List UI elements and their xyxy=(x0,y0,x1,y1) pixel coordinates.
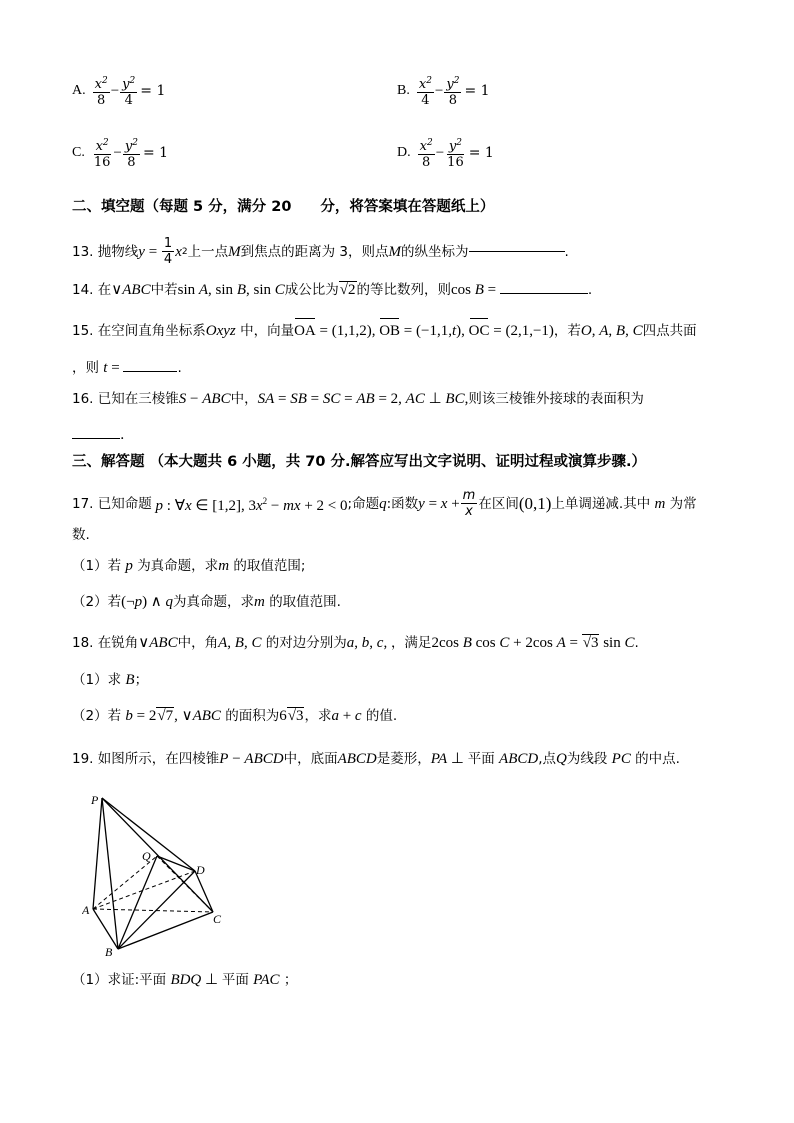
question-17-part-2: （2）若(¬p) ∧ q为真命题，求m 的取值范围. xyxy=(72,594,341,610)
question-number: 17. xyxy=(72,495,94,512)
part-text: （2）若 xyxy=(72,594,122,610)
numerator: y xyxy=(446,77,454,92)
question-number: 18. xyxy=(72,635,94,651)
question-number: 15. xyxy=(72,323,94,339)
question-text: 抛物线 xyxy=(97,243,139,260)
question-number: 16. xyxy=(72,391,94,407)
part-text: ，求 xyxy=(304,708,332,724)
question-text: ，满足 xyxy=(390,635,432,651)
question-text: 为常 xyxy=(669,495,697,512)
fraction: $\frac{y^2}{4}$ xyxy=(122,76,136,108)
fraction: $\frac{x^2}{8}$ xyxy=(94,76,108,108)
vertex-label-d: D xyxy=(196,863,205,877)
numerator: x xyxy=(95,139,103,154)
option-a: A. $\frac{x^2}{8}$ − $\frac{y^2}{4}$ = 1 xyxy=(72,76,166,108)
fraction: $\frac{y^2}{16}$ xyxy=(447,138,464,170)
question-15: 15. 在空间直角坐标系Oxyz 中，向量OA = (1,1,2), OB = (−1,1,t), OC = (2,1,−1)，若O, A, B, C四点共面 xyxy=(72,323,697,339)
vertex-label-b: B xyxy=(105,945,113,956)
answer-blank[interactable] xyxy=(72,438,120,439)
option-label: D. xyxy=(397,145,411,160)
denominator: 16 xyxy=(447,155,464,170)
question-text: 点 xyxy=(542,751,557,767)
fraction: $\frac{x^2}{8}$ xyxy=(419,138,433,170)
question-17: 17. 已知命题 p : ∀x ∈ [1,2], $3x^2$ − mx + 2 < 0 ;命题 q :函数 y = x + $\frac{m}{x}$ 在区间 (0,1) 上单调递减.其中 m 为常 xyxy=(72,488,697,519)
part-text: 平面 xyxy=(221,972,249,988)
option-b: B. $\frac{x^2}{4}$ − $\frac{y^2}{8}$ = 1 xyxy=(397,76,490,108)
question-16-blank-line: . xyxy=(72,425,124,445)
question-text: 四点共面 xyxy=(642,323,697,339)
question-18-part-2: （2）若 b = 2√7, ∨ABC 的面积为6√3，求a + c 的值. xyxy=(72,708,398,724)
question-text: 到焦点的距离为 3，则点 xyxy=(240,243,389,260)
question-text: . xyxy=(587,282,593,298)
answer-blank[interactable] xyxy=(123,371,177,372)
question-19: 19. 如图所示，在四棱锥P − ABCD中，底面ABCD是菱形，PA ⊥ 平面 ABCD,点Q为线段 PC 的中点. xyxy=(72,751,680,767)
numerator: y xyxy=(124,139,133,154)
equals-one: = 1 xyxy=(142,145,169,161)
part-text: （1）求证:平面 xyxy=(72,972,167,988)
denominator: 16 xyxy=(93,155,111,170)
equals-one: = 1 xyxy=(140,83,166,99)
question-text: ，则 xyxy=(72,360,99,376)
question-number: 13. xyxy=(72,243,94,260)
question-text: 上一点 xyxy=(187,243,229,260)
question-14: 14. 在∨ABC中若sin A, sin B, sin C成公比为√2的等比数列，则cos B = . xyxy=(72,282,593,298)
question-text: 则该三棱锥外接球的表面积为 xyxy=(468,391,644,407)
equals-one: = 1 xyxy=(468,145,494,161)
question-18: 18. 在锐角∨ABC中，角A, B, C 的对边分别为a, b, c, ，满足2cos B cos C + 2cos A = √3 sin C. xyxy=(72,635,639,651)
question-text: 在空间直角坐标系 xyxy=(97,323,206,339)
question-number: 19. xyxy=(72,751,94,767)
fraction: $\frac{y^2}{8}$ xyxy=(124,138,138,170)
vertex-label-c: C xyxy=(213,912,222,926)
denominator: 8 xyxy=(97,93,106,108)
option-c: C. $\frac{x^2}{16}$ − $\frac{y^2}{8}$ = 1 xyxy=(72,138,169,170)
vertex-label-p: P xyxy=(91,793,99,807)
question-text: 的对边分别为 xyxy=(265,635,347,651)
question-text: 的纵坐标为 xyxy=(401,243,469,260)
question-text: 的中点. xyxy=(635,751,680,767)
question-16: 16. 已知在三棱锥S − ABC中，SA = SB = SC = AB = 2, AC ⊥ BC,则该三棱锥外接球的表面积为 xyxy=(72,391,644,407)
part-text: （1）若 xyxy=(72,558,122,574)
question-text: 在区间 xyxy=(478,495,519,512)
part-text: ； xyxy=(283,972,298,988)
question-15-cont: ，则 t = . xyxy=(72,360,182,376)
question-number: 14. xyxy=(72,282,94,298)
question-text: 是菱形， xyxy=(376,751,431,767)
question-text: 在 xyxy=(97,282,112,298)
pyramid-figure xyxy=(82,786,232,956)
option-label: A. xyxy=(72,83,86,98)
fraction: $\frac{y^2}{8}$ xyxy=(446,76,460,108)
numerator: x xyxy=(418,77,427,92)
question-text: 平面 xyxy=(467,751,495,767)
question-18-part-1: （1）求 B； xyxy=(72,672,149,688)
question-17-part-1: （1）若 p 为真命题，求m 的取值范围; xyxy=(72,558,306,574)
question-13: 13. 抛物线 y = $\frac{1}{4}$ x 2 上一点 M 到焦点的距离为 3，则点 M 的纵坐标为 . xyxy=(72,236,569,267)
question-19-part-1: （1）求证:平面 BDQ ⊥ 平面 PAC ； xyxy=(72,972,298,988)
question-text: 中若 xyxy=(150,282,178,298)
part-text: 为真命题，求 xyxy=(173,594,255,610)
denominator: 8 xyxy=(448,93,458,108)
fraction: $\frac{x^2}{4}$ xyxy=(418,76,432,108)
fraction-one-quarter: $\frac{1}{4}$ xyxy=(163,236,173,267)
question-text: :函数 xyxy=(386,495,419,512)
question-text: 已知命题 xyxy=(97,495,152,512)
question-text: 中，向量 xyxy=(240,323,295,339)
part-text: （1）求 xyxy=(72,672,122,688)
question-text: ，若 xyxy=(553,323,581,339)
section-heading-fill-in: 二、填空题（每题 5 分，满分 20 分，将答案填在答题纸上） xyxy=(72,199,495,215)
solid-edges xyxy=(93,798,213,949)
question-text: 在锐角 xyxy=(97,635,139,651)
part-text: 为真命题，求 xyxy=(137,558,219,574)
question-text: 成公比为 xyxy=(284,282,339,298)
question-text: 已知在三棱锥 xyxy=(97,391,179,407)
question-text: 为线段 xyxy=(566,751,608,767)
answer-blank[interactable] xyxy=(469,251,565,252)
equals-one: = 1 xyxy=(464,83,490,99)
question-text: 如图所示，在四棱锥 xyxy=(97,751,220,767)
denominator: 8 xyxy=(422,155,431,170)
vertex-label-q: Q xyxy=(142,849,151,863)
answer-blank[interactable] xyxy=(500,293,588,294)
denominator: 8 xyxy=(127,155,136,170)
numerator: x xyxy=(94,77,102,92)
part-text: （2）若 xyxy=(72,708,122,724)
question-text: 中，底面 xyxy=(283,751,338,767)
part-text: 的面积为 xyxy=(225,708,280,724)
question-text: 的等比数列，则 xyxy=(356,282,451,298)
option-d: D. $\frac{x^2}{8}$ − $\frac{y^2}{16}$ = 1 xyxy=(397,138,494,170)
question-text: 中， xyxy=(230,391,258,407)
option-label: C. xyxy=(72,145,85,160)
denominator: 4 xyxy=(124,93,133,108)
part-text: 的取值范围; xyxy=(233,558,306,574)
question-text: 上单调递减.其中 xyxy=(551,495,651,512)
numerator: y xyxy=(122,77,130,92)
question-text: 中，角 xyxy=(177,635,219,651)
question-17-cont: 数. xyxy=(72,527,90,543)
part-text: 的值. xyxy=(365,708,398,724)
fraction: $\frac{x^2}{16}$ xyxy=(93,138,111,170)
numerator: y xyxy=(448,139,457,154)
fraction-m-over-x: $\frac{m}{x}$ xyxy=(462,488,476,519)
denominator: 4 xyxy=(421,93,430,108)
question-text: ;命题 xyxy=(347,495,380,512)
vertex-label-a: A xyxy=(82,903,90,917)
section-heading-solutions: 三、解答题 （本大题共 6 小题，共 70 分.解答应写出文字说明、证明过程或演算步骤.） xyxy=(72,454,647,470)
option-label: B. xyxy=(397,83,410,98)
numerator: x xyxy=(419,139,427,154)
part-text: 的取值范围. xyxy=(269,594,341,610)
